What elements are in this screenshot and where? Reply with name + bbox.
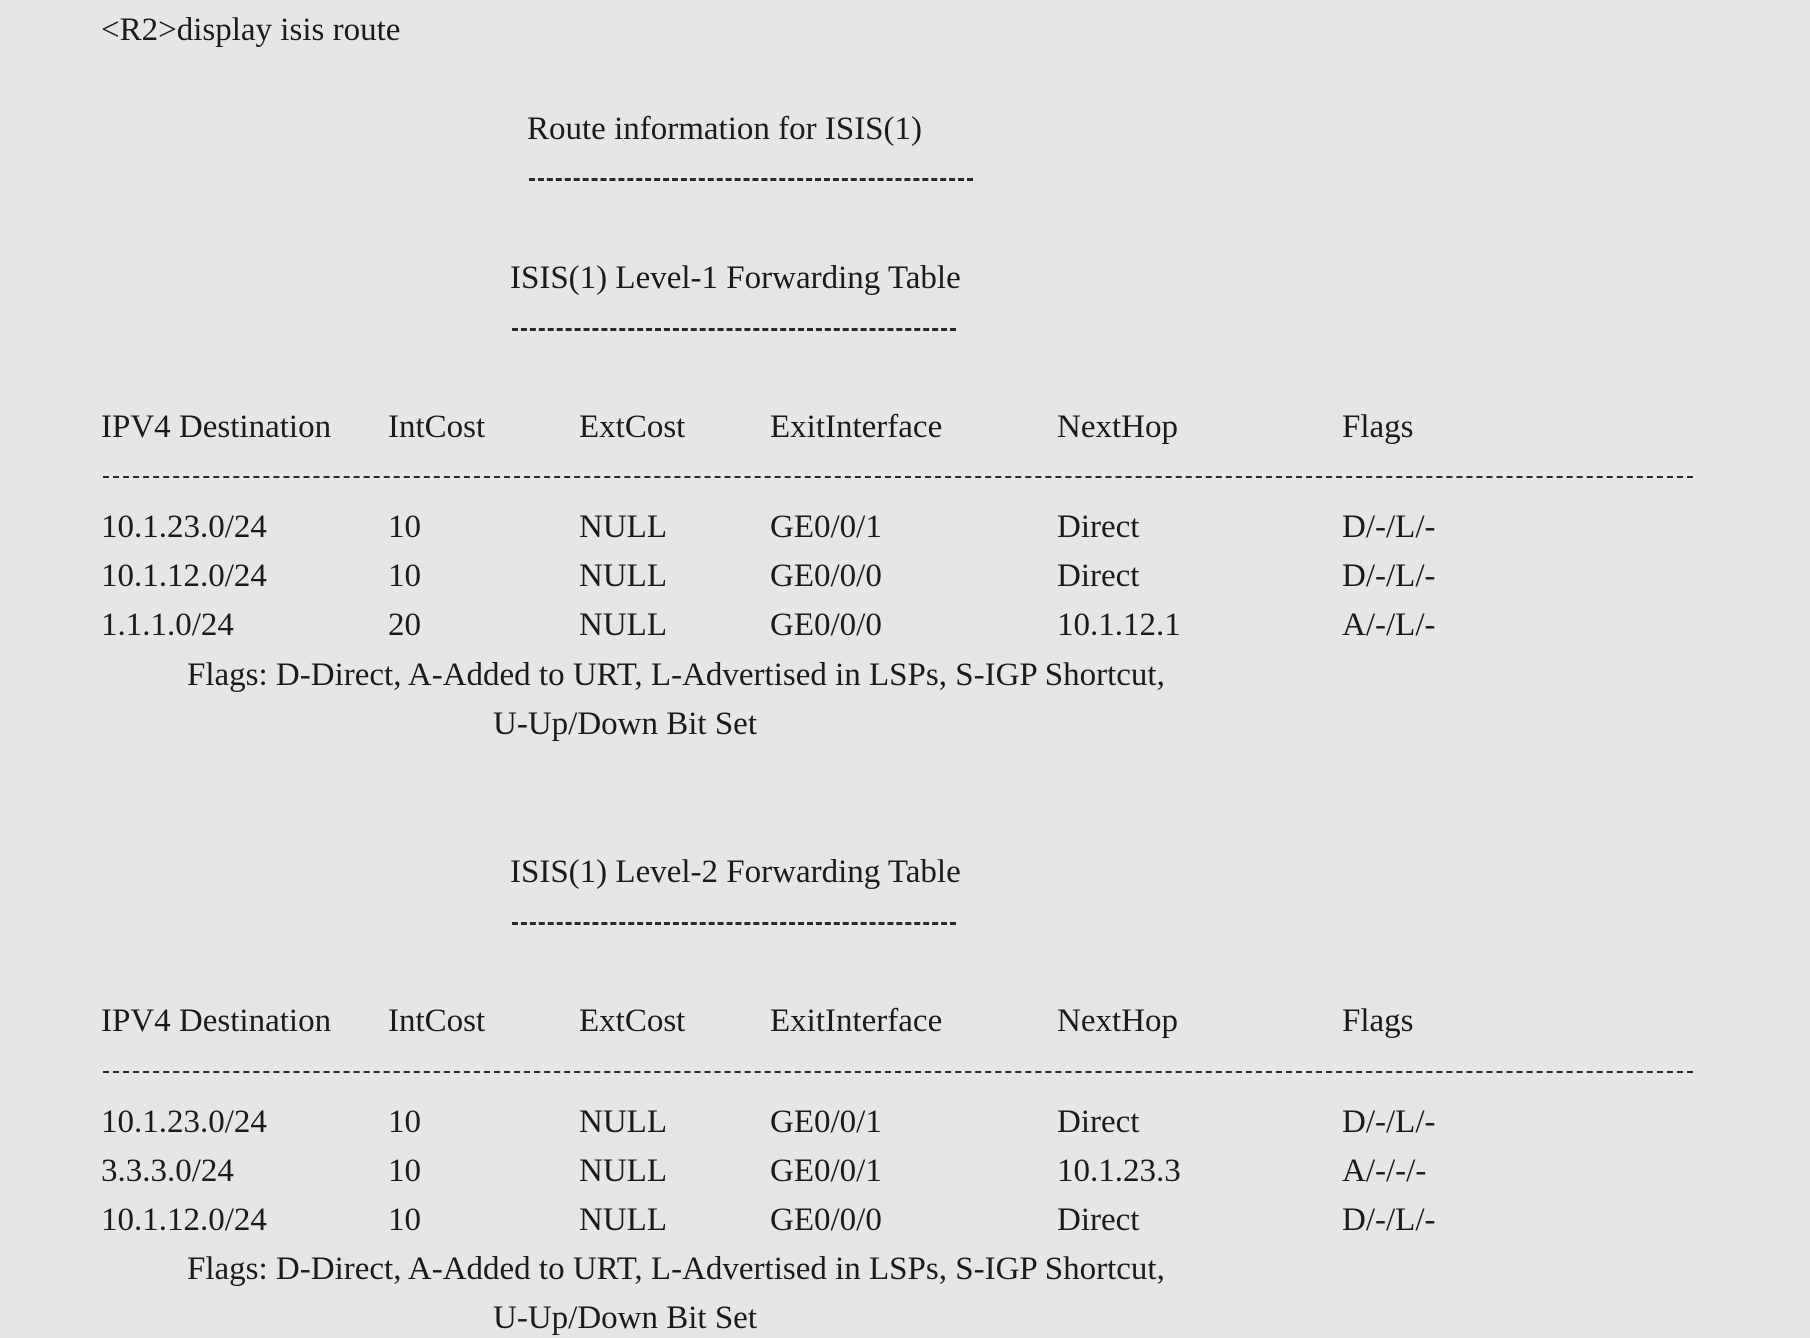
cell-exitinterface: GE0/0/0: [770, 558, 882, 594]
header-ipv4-destination: IPV4 Destination: [101, 1003, 332, 1039]
cell-nexthop: Direct: [1057, 1104, 1140, 1140]
header-exitinterface: ExitInterface: [770, 409, 943, 445]
cell-extcost: NULL: [579, 1153, 667, 1189]
cell-nexthop: 10.1.23.3: [1057, 1153, 1181, 1189]
header-flags: Flags: [1342, 409, 1414, 445]
header-intcost: IntCost: [388, 409, 486, 445]
cell-flags: D/-/L/-: [1342, 1104, 1436, 1140]
level2-header-separator: [103, 1071, 1693, 1073]
level1-header-separator: [103, 476, 1693, 478]
cell-destination: 10.1.23.0/24: [101, 509, 267, 545]
cell-destination: 10.1.12.0/24: [101, 1202, 267, 1238]
level1-flags-legend-cont: U-Up/Down Bit Set: [493, 706, 757, 742]
cell-flags: D/-/L/-: [1342, 558, 1436, 594]
route-info-underline: [529, 178, 973, 181]
level1-title: ISIS(1) Level-1 Forwarding Table: [510, 260, 961, 296]
cell-exitinterface: GE0/0/0: [770, 1202, 882, 1238]
level2-title-underline: [512, 922, 956, 925]
cell-flags: A/-/-/-: [1342, 1153, 1427, 1189]
cell-exitinterface: GE0/0/0: [770, 607, 882, 643]
cell-extcost: NULL: [579, 558, 667, 594]
cell-intcost: 20: [388, 607, 421, 643]
cell-extcost: NULL: [579, 509, 667, 545]
cell-flags: A/-/L/-: [1342, 607, 1436, 643]
cell-nexthop: Direct: [1057, 509, 1140, 545]
header-nexthop: NextHop: [1057, 409, 1178, 445]
cell-exitinterface: GE0/0/1: [770, 1104, 882, 1140]
cell-exitinterface: GE0/0/1: [770, 509, 882, 545]
header-intcost: IntCost: [388, 1003, 486, 1039]
command-prompt: <R2>display isis route: [101, 12, 401, 48]
cell-nexthop: 10.1.12.1: [1057, 607, 1181, 643]
header-flags: Flags: [1342, 1003, 1414, 1039]
header-nexthop: NextHop: [1057, 1003, 1178, 1039]
cell-flags: D/-/L/-: [1342, 509, 1436, 545]
level2-title: ISIS(1) Level-2 Forwarding Table: [510, 854, 961, 890]
cell-destination: 3.3.3.0/24: [101, 1153, 234, 1189]
cell-intcost: 10: [388, 1153, 421, 1189]
cell-flags: D/-/L/-: [1342, 1202, 1436, 1238]
cell-exitinterface: GE0/0/1: [770, 1153, 882, 1189]
cell-intcost: 10: [388, 558, 421, 594]
level1-flags-legend: Flags: D-Direct, A-Added to URT, L-Advertised in LSPs, S-IGP Shortcut,: [187, 657, 1165, 693]
header-exitinterface: ExitInterface: [770, 1003, 943, 1039]
level2-flags-legend-cont: U-Up/Down Bit Set: [493, 1300, 757, 1336]
route-info-title: Route information for ISIS(1): [527, 111, 923, 147]
header-extcost: ExtCost: [579, 1003, 686, 1039]
cell-intcost: 10: [388, 509, 421, 545]
header-extcost: ExtCost: [579, 409, 686, 445]
cell-extcost: NULL: [579, 1104, 667, 1140]
level1-title-underline: [512, 328, 956, 331]
cell-destination: 10.1.12.0/24: [101, 558, 267, 594]
cell-intcost: 10: [388, 1202, 421, 1238]
cell-nexthop: Direct: [1057, 558, 1140, 594]
cell-destination: 1.1.1.0/24: [101, 607, 234, 643]
level2-flags-legend: Flags: D-Direct, A-Added to URT, L-Advertised in LSPs, S-IGP Shortcut,: [187, 1251, 1165, 1287]
cell-intcost: 10: [388, 1104, 421, 1140]
cell-nexthop: Direct: [1057, 1202, 1140, 1238]
header-ipv4-destination: IPV4 Destination: [101, 409, 332, 445]
cell-destination: 10.1.23.0/24: [101, 1104, 267, 1140]
cell-extcost: NULL: [579, 607, 667, 643]
cell-extcost: NULL: [579, 1202, 667, 1238]
